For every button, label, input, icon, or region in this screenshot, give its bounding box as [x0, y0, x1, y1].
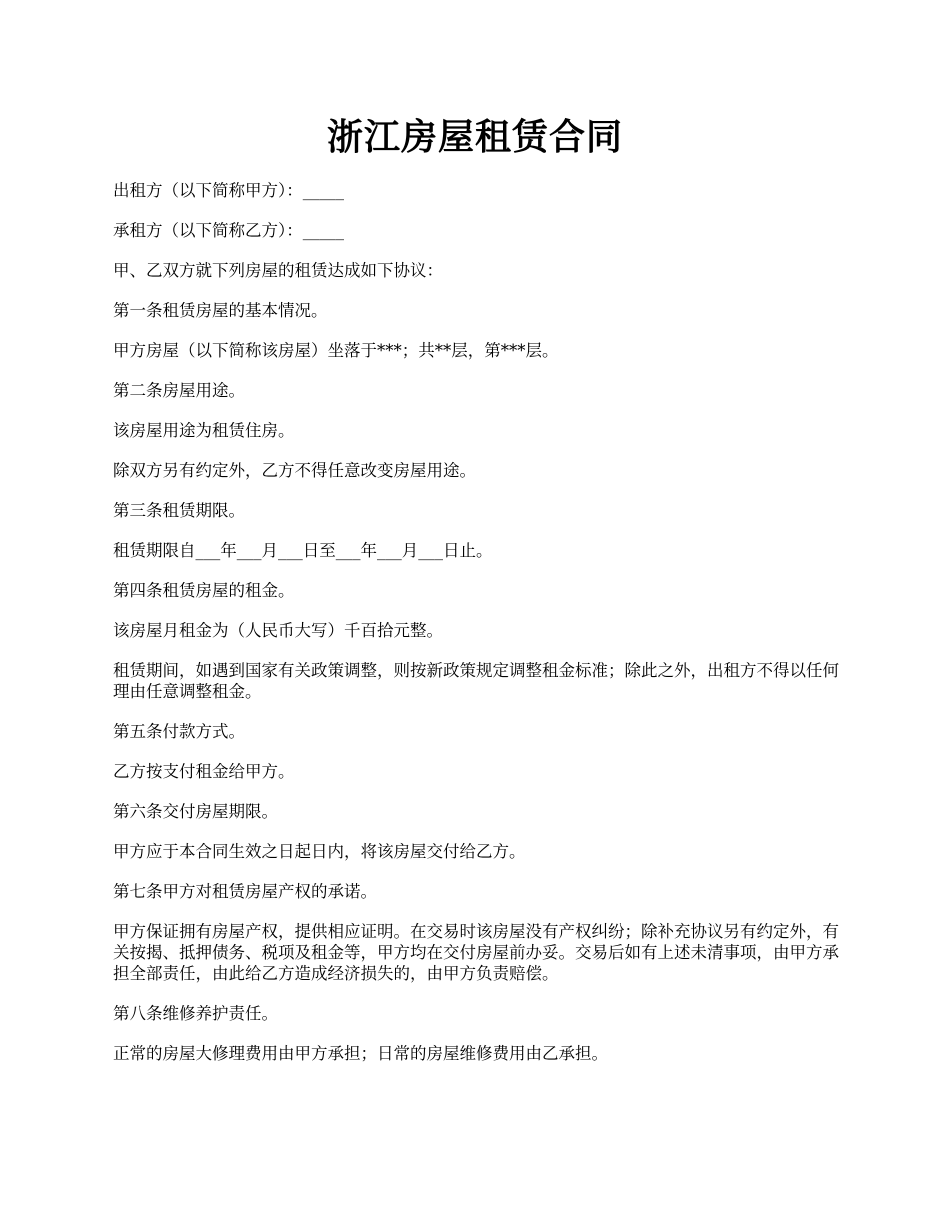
document-title: 浙江房屋租赁合同: [326, 116, 623, 158]
article-5-heading: 第五条付款方式。: [113, 722, 245, 741]
party-a-line: 出租方（以下简称甲方）：_____: [113, 181, 344, 200]
party-b-line: 承租方（以下简称乙方）：_____: [113, 221, 344, 240]
article-8-heading: 第八条维修养护责任。: [113, 1004, 278, 1023]
article-4-text-2: 租赁期间，如遇到国家有关政策调整，则按新政策规定调整租金标准；除此之外，出租方不得以任何理由任意调整租金。: [113, 661, 839, 701]
article-4-heading: 第四条租赁房屋的租金。: [113, 581, 295, 600]
article-6-heading: 第六条交付房屋期限。: [113, 802, 278, 821]
article-8-text: 正常的房屋大修理费用由甲方承担；日常的房屋维修费用由乙承担。: [113, 1044, 608, 1063]
article-2-text-2: 除双方另有约定外，乙方不得任意改变房屋用途。: [113, 461, 476, 480]
agreement-intro: 甲、乙双方就下列房屋的租赁达成如下协议：: [113, 261, 443, 280]
article-3-heading: 第三条租赁期限。: [113, 501, 245, 520]
article-2-heading: 第二条房屋用途。: [113, 381, 245, 400]
article-1-text: 甲方房屋（以下简称该房屋）坐落于***；共**层，第***层。: [113, 341, 559, 360]
article-3-text: 租赁期限自___年___月___日至___年___月___日止。: [113, 541, 493, 560]
article-7-text: 甲方保证拥有房屋产权，提供相应证明。在交易时该房屋没有产权纠纷；除补充协议另有约定外，有关按揭、抵押债务、税项及租金等，甲方均在交付房屋前办妥。交易后如有上述未清事项，由甲方承担全部责任，由此给乙方造成经济损失的，由甲方负责赔偿。: [113, 922, 839, 983]
article-2-text-1: 该房屋用途为租赁住房。: [113, 421, 295, 440]
article-7-heading: 第七条甲方对租赁房屋产权的承诺。: [113, 882, 377, 901]
article-1-heading: 第一条租赁房屋的基本情况。: [113, 301, 328, 320]
article-5-text: 乙方按支付租金给甲方。: [113, 762, 295, 781]
article-4-text-1: 该房屋月租金为（人民币大写）千百拾元整。: [113, 621, 443, 640]
article-6-text: 甲方应于本合同生效之日起日内，将该房屋交付给乙方。: [113, 842, 526, 861]
document-body: [113, 180, 841, 1083]
